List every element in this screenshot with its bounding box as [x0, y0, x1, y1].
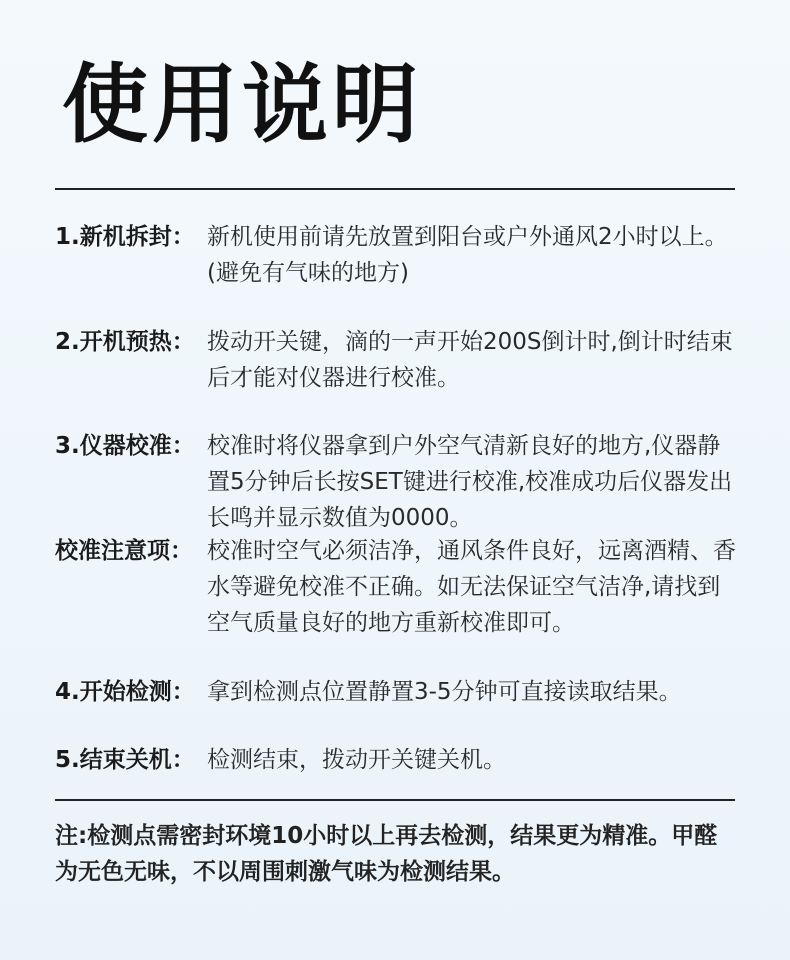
instruction-label: 4.开始检测：: [55, 679, 195, 705]
instruction-label: 3.仪器校准：: [55, 433, 195, 459]
instruction-label: 2.开机预热：: [55, 329, 195, 355]
instruction-text: 拨动开关键，滴的一声开始200S倒计时,倒计时结束后才能对仪器进行校准。: [207, 329, 733, 391]
instruction-label: 5.结束关机：: [55, 747, 195, 773]
instruction-text: 新机使用前请先放置到阳台或户外通风2小时以上。(避免有气味的地方): [207, 224, 728, 286]
instruction-text: 校准时将仪器拿到户外空气清新良好的地方,仪器静置5分钟后长按SET键进行校准,校准成功后仪器发出长鸣并显示数值为0000。: [207, 433, 733, 531]
bottom-divider: [55, 799, 735, 801]
top-divider: [55, 188, 735, 190]
instruction-label: 1.新机拆封：: [55, 224, 195, 250]
instruction-text: 拿到检测点位置静置3-5分钟可直接读取结果。: [207, 679, 682, 705]
footnote: 注:检测点需密封环境10小时以上再去检测，结果更为精准。甲醛为无色无味，不以周围刺激气味为检测结果。: [55, 823, 718, 885]
page-title: 使用说明: [62, 55, 422, 155]
instruction-text: 校准时空气必须洁净，通风条件良好，远离酒精、香水等避免校准不正确。如无法保证空气洁净,请找到空气质量良好的地方重新校准即可。: [207, 538, 736, 636]
instruction-text: 检测结束，拨动开关键关机。: [207, 747, 506, 773]
instruction-label: 校准注意项：: [55, 538, 193, 564]
